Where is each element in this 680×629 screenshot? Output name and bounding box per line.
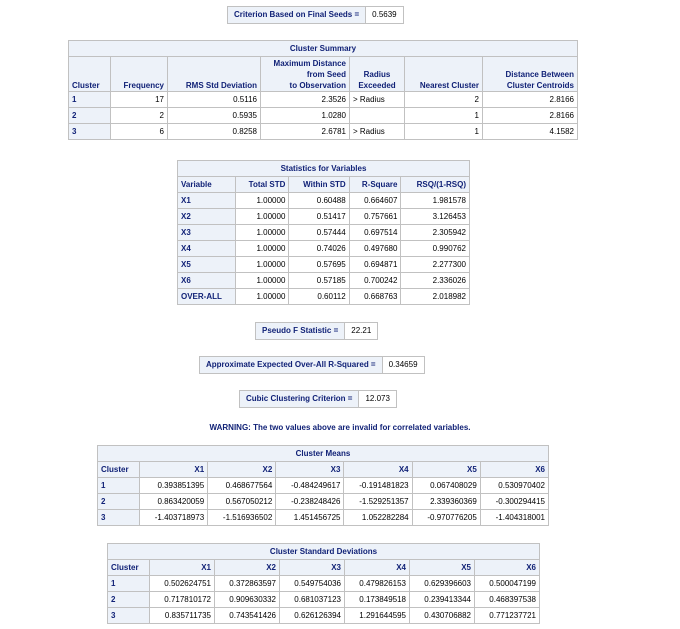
- table-cell: 0.717810172: [150, 592, 215, 608]
- table-cell: 2: [405, 92, 483, 108]
- table-cell: -0.191481823: [344, 478, 412, 494]
- table-cell: 2.305942: [401, 225, 470, 241]
- table-cell: X6: [475, 560, 540, 576]
- table-cell: 1.451456725: [276, 510, 344, 526]
- table-row: [98, 510, 549, 526]
- cs-header-radius: [350, 57, 405, 92]
- table-cell: X6: [480, 462, 548, 478]
- table-cell: X1: [150, 560, 215, 576]
- table-cell: X4: [345, 560, 410, 576]
- criterion-block: [227, 6, 404, 24]
- table-cell: Cluster: [108, 560, 150, 576]
- table-cell: 1.291644595: [345, 608, 410, 624]
- table-cell: X1: [178, 193, 236, 209]
- table-cell: 2: [69, 108, 111, 124]
- table-cell: RMS Std Deviation: [185, 81, 257, 90]
- table-cell: -0.300294415: [480, 494, 548, 510]
- table-cell: [350, 108, 405, 124]
- table-cell: 2.277300: [401, 257, 470, 273]
- table-cell: 1.00000: [236, 289, 289, 305]
- table-cell: 0.668763: [349, 289, 401, 305]
- table-cell: 0.743541426: [215, 608, 280, 624]
- table-cell: 0.5116: [168, 92, 261, 108]
- table-cell: 6: [111, 124, 168, 140]
- stats-header-ratio: RSQ/(1-RSQ): [401, 177, 470, 193]
- table-cell: 2.8166: [483, 92, 578, 108]
- table-cell: 1: [98, 478, 140, 494]
- table-cell: -0.238248426: [276, 494, 344, 510]
- table-row: [108, 608, 540, 624]
- table-cell: X3: [276, 462, 344, 478]
- table-row: [178, 273, 470, 289]
- table-cell: 1.981578: [401, 193, 470, 209]
- table-cell: 0.57185: [289, 273, 349, 289]
- table-cell: > Radius: [350, 92, 405, 108]
- stats-header-variable: Variable: [178, 177, 236, 193]
- table-cell: 0.57695: [289, 257, 349, 273]
- table-cell: X3: [178, 225, 236, 241]
- cluster-means-table: [97, 445, 549, 526]
- stats-header-total: Total STD: [236, 177, 289, 193]
- table-cell: from Seed: [306, 70, 346, 79]
- table-cell: 0.60488: [289, 193, 349, 209]
- table-cell: Maximum Distance: [273, 59, 346, 68]
- table-row: [69, 108, 578, 124]
- table-cell: 4.1582: [483, 124, 578, 140]
- table-cell: 1.052282284: [344, 510, 412, 526]
- table-cell: 2: [108, 592, 150, 608]
- table-cell: to Observation: [289, 81, 346, 90]
- table-cell: 3: [98, 510, 140, 526]
- table-cell: 3: [108, 608, 150, 624]
- cluster-summary-table: [68, 40, 578, 140]
- table-cell: Cluster: [72, 81, 100, 90]
- table-cell: -1.529251357: [344, 494, 412, 510]
- table-cell: 0.74026: [289, 241, 349, 257]
- table-cell: 17: [111, 92, 168, 108]
- table-cell: 0.497680: [349, 241, 401, 257]
- table-cell: 0.909630332: [215, 592, 280, 608]
- table-cell: 3.126453: [401, 209, 470, 225]
- table-cell: 0.549754036: [280, 576, 345, 592]
- table-cell: 0.067408029: [412, 478, 480, 494]
- table-cell: 0.700242: [349, 273, 401, 289]
- table-cell: 0.664607: [349, 193, 401, 209]
- ccc-label: Cubic Clustering Criterion =: [240, 391, 359, 408]
- table-row: [108, 576, 540, 592]
- cs-header-rms: [168, 57, 261, 92]
- cs-header-nearest: [405, 57, 483, 92]
- table-cell: 2.018982: [401, 289, 470, 305]
- table-cell: 0.771237721: [475, 608, 540, 624]
- cs-header-cluster: [69, 57, 111, 92]
- table-cell: 0.57444: [289, 225, 349, 241]
- table-row: [108, 592, 540, 608]
- table-cell: 0.468397538: [475, 592, 540, 608]
- table-cell: 0.626126394: [280, 608, 345, 624]
- table-cell: 2.336026: [401, 273, 470, 289]
- table-cell: 1: [69, 92, 111, 108]
- table-cell: 1.00000: [236, 257, 289, 273]
- table-row: [178, 225, 470, 241]
- cluster-summary-caption: Cluster Summary: [69, 41, 578, 57]
- table-row: [178, 257, 470, 273]
- table-cell: 1.00000: [236, 209, 289, 225]
- table-cell: X4: [178, 241, 236, 257]
- table-cell: 0.51417: [289, 209, 349, 225]
- table-cell: 1.00000: [236, 193, 289, 209]
- table-cell: 2.339360369: [412, 494, 480, 510]
- table-cell: 0.694871: [349, 257, 401, 273]
- table-cell: 0.835711735: [150, 608, 215, 624]
- table-cell: Distance Between: [505, 70, 574, 79]
- table-row: [69, 92, 578, 108]
- statistics-table: [177, 160, 470, 305]
- approx-rsq-value: 0.34659: [382, 357, 424, 374]
- table-cell: X1: [140, 462, 208, 478]
- table-cell: 0.173849518: [345, 592, 410, 608]
- ccc-block: [239, 390, 397, 408]
- table-cell: 0.393851395: [140, 478, 208, 494]
- table-cell: X2: [178, 209, 236, 225]
- table-row: [178, 193, 470, 209]
- table-cell: Cluster Centroids: [506, 81, 574, 90]
- table-cell: 0.863420059: [140, 494, 208, 510]
- table-cell: 0.697514: [349, 225, 401, 241]
- table-cell: -1.516936502: [208, 510, 276, 526]
- table-cell: 3: [69, 124, 111, 140]
- table-row: [98, 478, 549, 494]
- table-cell: X5: [410, 560, 475, 576]
- table-cell: Frequency: [123, 81, 164, 90]
- table-cell: 2.3526: [261, 92, 350, 108]
- table-cell: 2.6781: [261, 124, 350, 140]
- pseudo-f-value: 22.21: [345, 323, 378, 340]
- table-cell: 1.0280: [261, 108, 350, 124]
- table-cell: X6: [178, 273, 236, 289]
- stats-header-within: Within STD: [289, 177, 349, 193]
- table-row: [178, 289, 470, 305]
- table-cell: Nearest Cluster: [419, 81, 479, 90]
- criterion-label: Criterion Based on Final Seeds =: [228, 7, 366, 24]
- approx-rsq-label: Approximate Expected Over-All R-Squared =: [200, 357, 383, 374]
- cs-header-distance: [483, 57, 578, 92]
- stats-caption: Statistics for Variables: [178, 161, 470, 177]
- means-caption: Cluster Means: [98, 446, 549, 462]
- table-cell: 0.500047199: [475, 576, 540, 592]
- pseudo-f-block: [255, 322, 378, 340]
- table-row: [178, 241, 470, 257]
- ccc-value: 12.073: [359, 391, 396, 408]
- cs-header-maxdist: [261, 57, 350, 92]
- table-cell: 0.479826153: [345, 576, 410, 592]
- table-row: [178, 209, 470, 225]
- table-cell: 1: [405, 108, 483, 124]
- table-cell: 0.60112: [289, 289, 349, 305]
- table-cell: X2: [215, 560, 280, 576]
- table-cell: -0.970776205: [412, 510, 480, 526]
- table-cell: 0.468677564: [208, 478, 276, 494]
- table-cell: 0.8258: [168, 124, 261, 140]
- table-cell: 0.530970402: [480, 478, 548, 494]
- table-cell: 0.629396603: [410, 576, 475, 592]
- stats-header-rsq: R-Square: [349, 177, 401, 193]
- table-cell: -1.403718973: [140, 510, 208, 526]
- table-cell: Radius: [363, 70, 391, 79]
- table-row: [98, 494, 549, 510]
- table-row: [69, 124, 578, 140]
- table-cell: -1.404318001: [480, 510, 548, 526]
- table-cell: X3: [280, 560, 345, 576]
- table-cell: 0.372863597: [215, 576, 280, 592]
- criterion-value: 0.5639: [366, 7, 403, 24]
- table-cell: Exceeded: [358, 81, 396, 90]
- table-cell: X5: [412, 462, 480, 478]
- pseudo-f-label: Pseudo F Statistic =: [256, 323, 345, 340]
- table-cell: 2.8166: [483, 108, 578, 124]
- table-cell: OVER-ALL: [178, 289, 236, 305]
- table-cell: 0.5935: [168, 108, 261, 124]
- table-cell: X2: [208, 462, 276, 478]
- table-cell: 1.00000: [236, 225, 289, 241]
- table-cell: X4: [344, 462, 412, 478]
- cs-header-frequency: [111, 57, 168, 92]
- table-cell: 1.00000: [236, 241, 289, 257]
- warning-text: WARNING: The two values above are invalid for correlated variables.: [209, 423, 471, 432]
- table-cell: Cluster: [98, 462, 140, 478]
- table-cell: -0.484249617: [276, 478, 344, 494]
- table-cell: 2: [98, 494, 140, 510]
- table-cell: > Radius: [350, 124, 405, 140]
- table-cell: 0.990762: [401, 241, 470, 257]
- table-cell: 0.681037123: [280, 592, 345, 608]
- table-cell: X5: [178, 257, 236, 273]
- cluster-sd-table: [107, 543, 540, 624]
- table-cell: 1: [108, 576, 150, 592]
- approx-rsq-block: [199, 356, 425, 374]
- table-cell: 0.502624751: [150, 576, 215, 592]
- table-cell: 1.00000: [236, 273, 289, 289]
- table-cell: 0.567050212: [208, 494, 276, 510]
- sd-caption: Cluster Standard Deviations: [108, 544, 540, 560]
- table-cell: 1: [405, 124, 483, 140]
- table-cell: 0.239413344: [410, 592, 475, 608]
- table-cell: 0.757661: [349, 209, 401, 225]
- table-cell: 2: [111, 108, 168, 124]
- table-cell: 0.430706882: [410, 608, 475, 624]
